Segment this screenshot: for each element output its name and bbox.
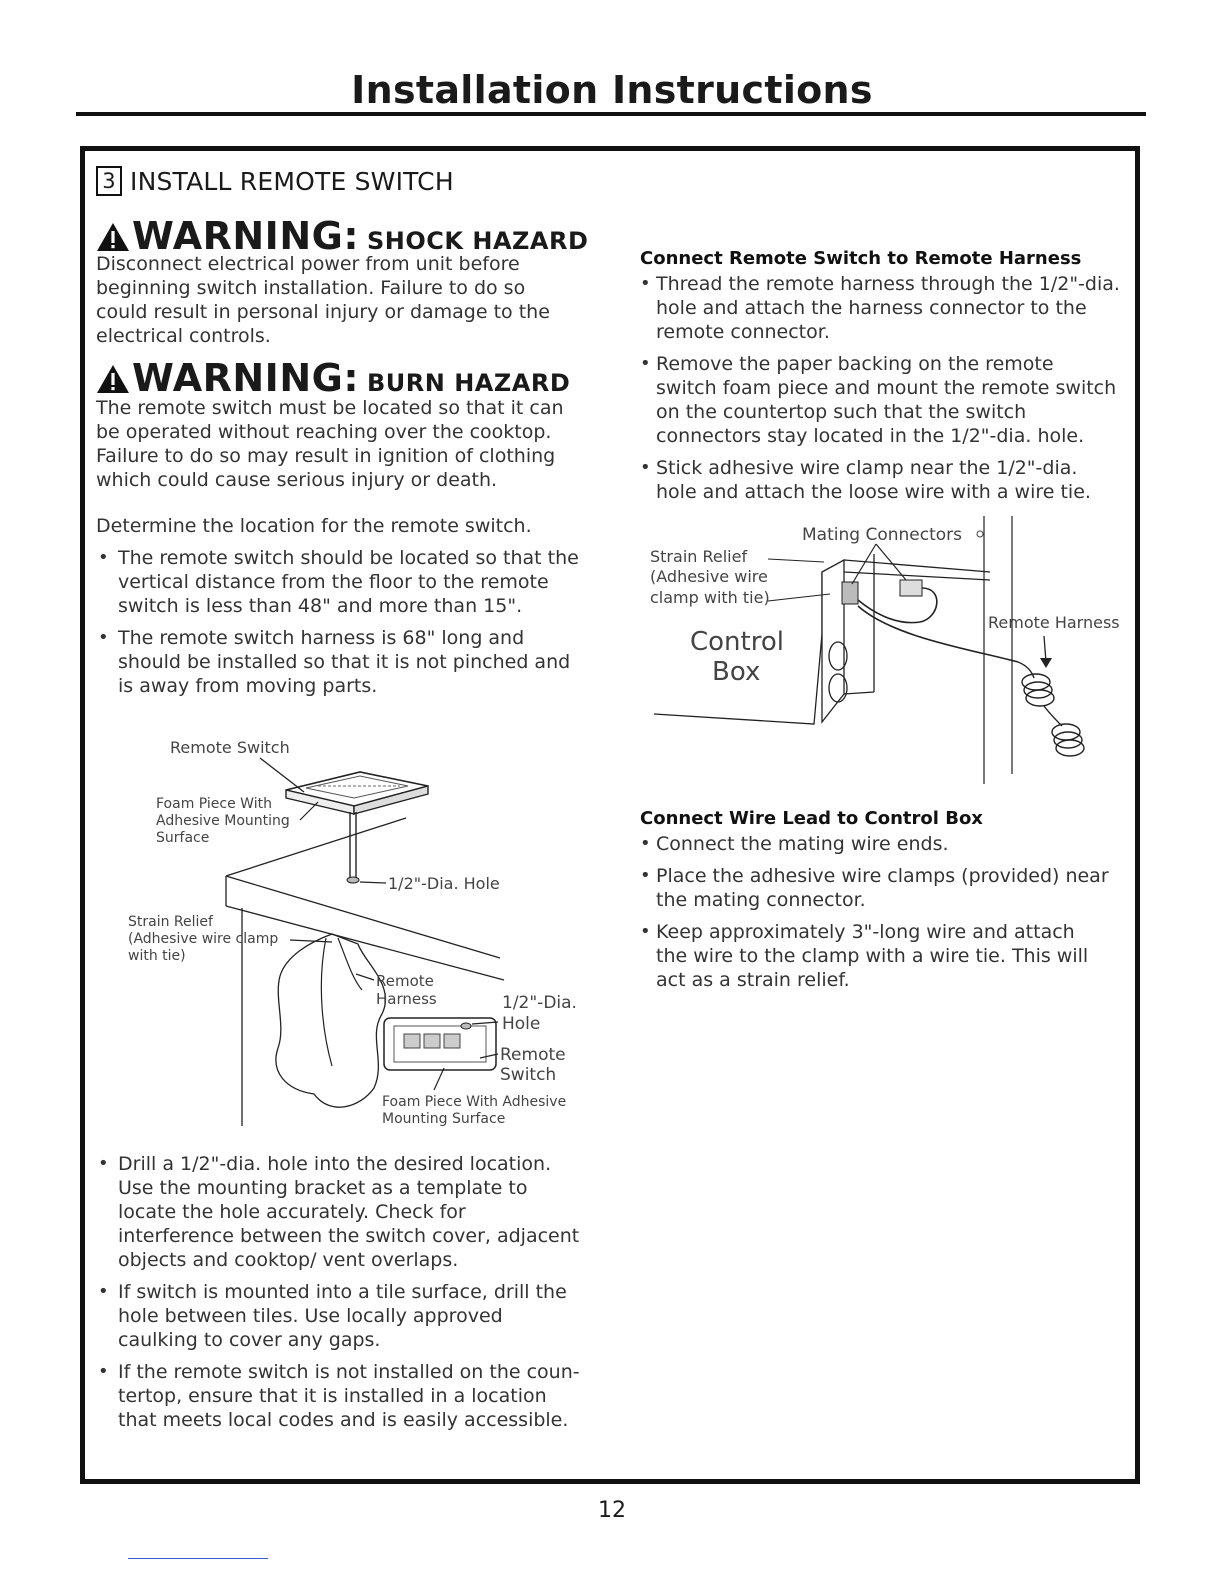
label-hole-2a: 1/2"-Dia. (502, 993, 577, 1013)
label-harness-2: Harness (376, 990, 437, 1008)
list-item: • The remote switch harness is 68" long and should be installed so that it is not pinched and is away from moving parts. (96, 626, 586, 698)
connect-wire-bullets (640, 832, 1110, 1000)
label-foam-3: Surface (156, 830, 210, 846)
list-item: • Stick adhesive wire clamp near the 1/2"-dia. hole and attach the loose wire with a wire tie. (640, 456, 1120, 504)
location-intro: Determine the location for the remote switch. (96, 515, 532, 537)
label-remote-harness: Remote Harness (988, 613, 1120, 632)
connect-harness-heading: Connect Remote Switch to Remote Harness (640, 248, 1082, 269)
warning-hazard: SHOCK HAZARD (367, 227, 589, 255)
warning-hazard: BURN HAZARD (367, 369, 571, 397)
list-item: • If the remote switch is not installed on the coun- tertop, ensure that it is installed in a location that meets local codes and is easily accessible. (96, 1360, 586, 1432)
label-strain-2: (Adhesive wire (650, 567, 768, 586)
title-rule (76, 112, 1146, 116)
label-strain-3: with tie) (128, 948, 186, 964)
label-foam-b2: Mounting Surface (382, 1111, 506, 1127)
list-item: • Connect the mating wire ends. (640, 832, 1110, 856)
label-foam-2: Adhesive Mounting (156, 813, 290, 829)
label-harness-1: Remote (376, 972, 434, 990)
footer-divider (128, 1558, 268, 1559)
list-item: • Remove the paper backing on the remote switch foam piece and mount the remote switch on the countertop such that the switch connectors stay located in the 1/2"-dia. hole. (640, 352, 1120, 448)
warning-label: WARNING: (132, 356, 360, 400)
control-box-diagram (644, 514, 1132, 786)
step-number-box: 3 (96, 166, 122, 196)
warning-label: WARNING: (132, 214, 360, 258)
list-item: • Thread the remote harness through the 1/2"-dia. hole and attach the harness connector to the remote connector. (640, 272, 1120, 344)
label-remote-switch: Remote Switch (170, 738, 290, 757)
label-switch-2b: Switch (500, 1065, 557, 1085)
label-foam-1: Foam Piece With (156, 796, 272, 812)
label-control: Control (690, 627, 784, 657)
warning-triangle-icon (96, 222, 130, 252)
drill-bullets (96, 1152, 586, 1440)
label-strain-3: clamp with tie) (650, 588, 770, 607)
page-title: Installation Instructions (351, 68, 873, 112)
burn-warning-heading (96, 356, 570, 400)
location-bullets (96, 546, 586, 706)
section-heading (96, 166, 454, 196)
burn-warning-text: The remote switch must be located so that it can be operated without reaching over the cooktop. Failure to do so may result in ignition of clothing which could cause serious injury or death. (96, 397, 564, 491)
label-box: Box (712, 657, 761, 687)
connect-wire-heading: Connect Wire Lead to Control Box (640, 808, 983, 829)
list-item: • If switch is mounted into a tile surface, drill the hole between tiles. Use locally approved caulking to cover any gaps. (96, 1280, 586, 1352)
label-foam-b1: Foam Piece With Adhesive (382, 1094, 567, 1110)
page-number: 12 (598, 1498, 626, 1523)
section-title: INSTALL REMOTE SWITCH (130, 166, 454, 196)
label-strain-2: (Adhesive wire clamp (128, 931, 279, 947)
remote-switch-drawing (286, 772, 428, 883)
label-mating-connectors: Mating Connectors (802, 525, 962, 545)
list-item: • Drill a 1/2"-dia. hole into the desired location. Use the mounting bracket as a template to locate the hole accurately. Check for interference between the switch cover, adjacent objects and cooktop/ vent overlaps. (96, 1152, 586, 1272)
warning-triangle-icon (96, 364, 130, 394)
list-item: • Place the adhesive wire clamps (provided) near the mating connector. (640, 864, 1110, 912)
label-switch-2a: Remote (500, 1045, 566, 1065)
list-item: • Keep approximately 3"-long wire and attach the wire to the clamp with a wire tie. This will act as a strain relief. (640, 920, 1110, 992)
list-item: • The remote switch should be located so that the vertical distance from the floor to the remote switch is less than 48" and more than 15". (96, 546, 586, 618)
connect-harness-bullets (640, 272, 1120, 512)
label-hole-2b: Hole (502, 1014, 541, 1034)
remote-switch-install-diagram (110, 728, 600, 1138)
shock-warning-text: Disconnect electrical power from unit before beginning switch installation. Failure to do so could result in personal injury or damage to the electrical controls. (96, 253, 550, 347)
label-hole-top: 1/2"-Dia. Hole (388, 874, 500, 893)
label-strain-1: Strain Relief (128, 914, 213, 930)
label-strain-1: Strain Relief (650, 547, 748, 566)
